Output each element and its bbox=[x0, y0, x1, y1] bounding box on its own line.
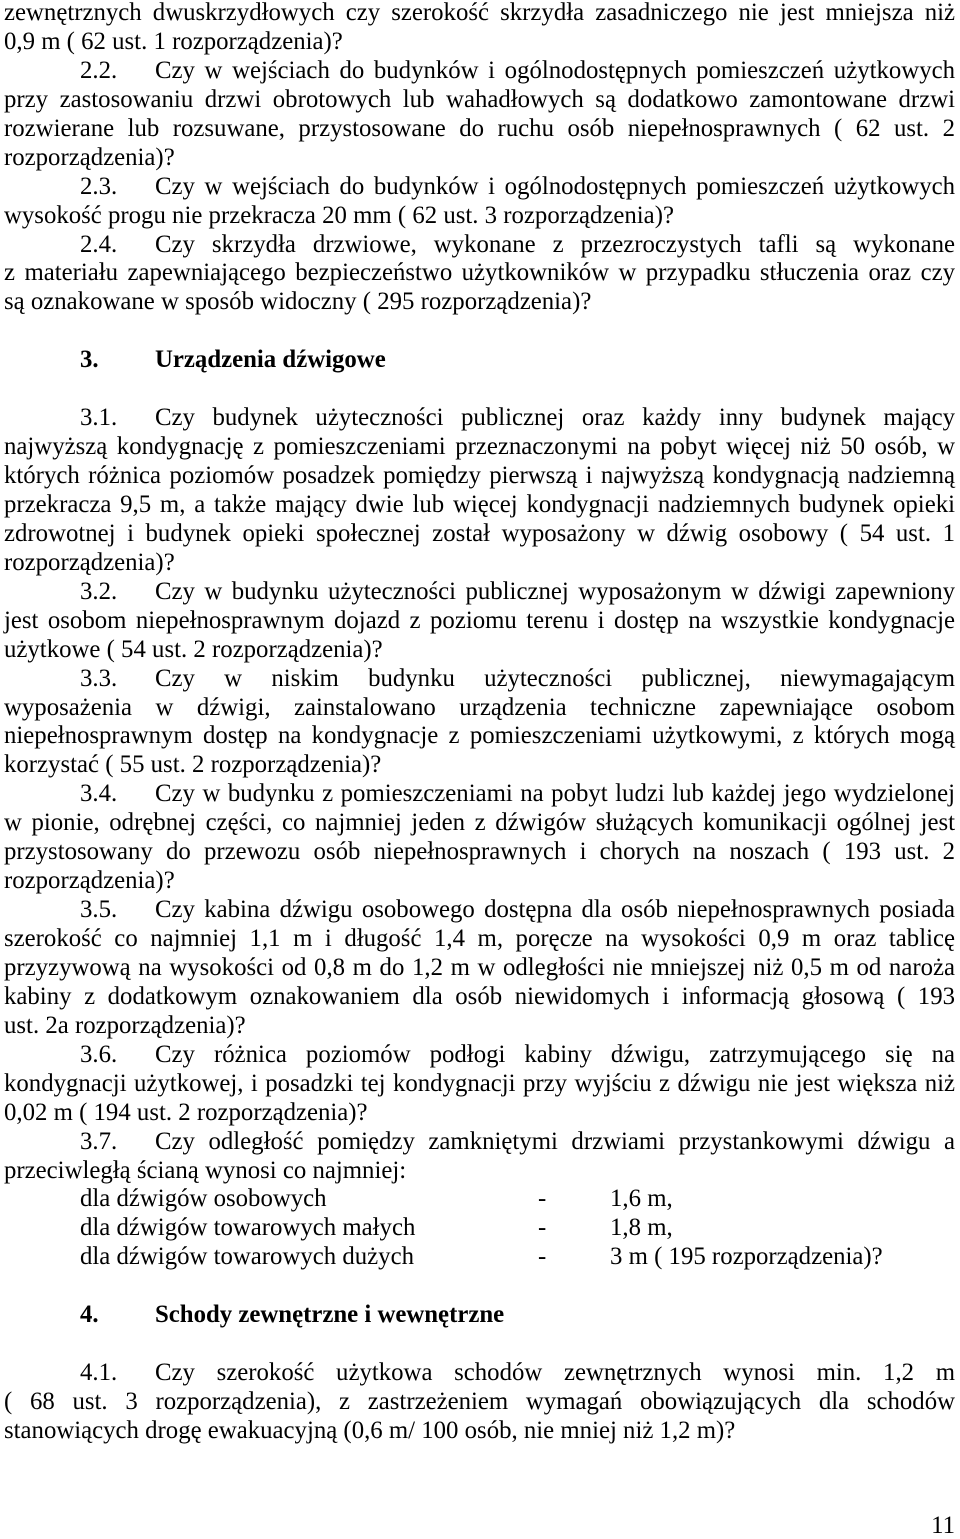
question-text-line: Czy w budynku użyteczności publicznej wyposażonym w dźwigi zapewniony bbox=[155, 577, 955, 605]
question-text-line: rozporządzenia)? bbox=[4, 143, 175, 171]
dash: - bbox=[538, 1214, 547, 1242]
section-title: Schody zewnętrzne i wewnętrzne bbox=[155, 1301, 505, 1329]
question-text-line: z materiału zapewniającego bezpieczeństwo użytkowników w przypadku stłuczenia oraz czy bbox=[4, 259, 955, 287]
question-4-1 bbox=[4, 1359, 955, 1388]
distance-value: 3 m ( 195 rozporządzenia)? bbox=[610, 1243, 883, 1271]
document-page bbox=[4, 0, 955, 1446]
lift-type-label: dla dźwigów osobowych bbox=[80, 1185, 327, 1213]
question-text-line: Czy budynek użyteczności publicznej oraz każdy inny budynek mający bbox=[155, 404, 955, 432]
question-number: 3.2. bbox=[80, 577, 118, 605]
question-text-line: przy zastosowaniu drzwi obrotowych lub wahadłowych są dodatkowo zamontowane drzwi bbox=[4, 85, 955, 113]
section-number: 4. bbox=[80, 1301, 99, 1329]
question-3-7 bbox=[4, 1128, 955, 1157]
lift-distance-row bbox=[4, 1243, 955, 1272]
blank-line bbox=[4, 375, 955, 404]
question-text-line: 0,02 m ( 194 ust. 2 rozporządzenia)? bbox=[4, 1098, 368, 1126]
question-text-line: zdrowotnej i budynek opieki społecznej został wyposażony w dźwig osobowy ( 54 ust. 1 bbox=[4, 519, 955, 547]
question-text-line: niepełnosprawnym dostęp na kondygnacje z pomieszczeniami użytkowymi, z których mogą bbox=[4, 722, 955, 750]
question-text-line: kondygnacji użytkowej, i posadzki tej kondygnacji przy wyjściu z dźwigu nie jest większa niż bbox=[4, 1069, 955, 1097]
section-heading bbox=[4, 346, 955, 375]
question-text-line: których różnica poziomów posadzek pomiędzy pierwszą i najwyższą kondygnacją nadziemną bbox=[4, 462, 955, 489]
question-text-line: przyzywową na wysokości od 0,8 m do 1,2 m w odległości nie mniejszej niż 0,5 m od naroża bbox=[4, 953, 955, 981]
distance-value: 1,8 m, bbox=[610, 1214, 673, 1242]
question-2-3 bbox=[4, 173, 955, 202]
question-text-line: Czy skrzydła drzwiowe, wykonane z przezroczystych tafli są wykonane bbox=[155, 230, 955, 258]
page-number: 11 bbox=[931, 1512, 955, 1539]
question-number: 3.7. bbox=[80, 1127, 118, 1155]
lift-distance-row bbox=[4, 1214, 955, 1243]
question-2-2 bbox=[4, 57, 955, 86]
section-number: 3. bbox=[80, 346, 99, 374]
dash: - bbox=[538, 1243, 547, 1271]
question-text-line: rozporządzenia)? bbox=[4, 548, 175, 576]
question-text-line: szerokość co najmniej 1,1 m i długość 1,4 m, poręcze na wysokości 0,9 m oraz tablicę bbox=[4, 925, 955, 952]
question-text-line: rozporządzenia)? bbox=[4, 867, 175, 895]
question-text-line: w pionie, odrębnej części, co najmniej jeden z dźwigów służących komunikacji ogólnej jest bbox=[4, 809, 955, 837]
question-text-line: jest osobom niepełnosprawnym dojazd z poziomu terenu i dostęp na wszystkie kondygnacje bbox=[4, 606, 955, 634]
question-number: 3.5. bbox=[80, 896, 118, 924]
blank-line bbox=[4, 1272, 955, 1301]
distance-value: 1,6 m, bbox=[610, 1185, 673, 1213]
text-line: 0,9 m ( 62 ust. 1 rozporządzenia)? bbox=[4, 27, 343, 55]
question-text-line: Czy odległość pomiędzy zamkniętymi drzwiami przystankowymi dźwigu a bbox=[155, 1127, 955, 1155]
question-3-6 bbox=[4, 1041, 955, 1070]
question-3-1 bbox=[4, 404, 955, 433]
question-text-line: przekracza 9,5 m, a także mający dwie lub więcej kondygnacji nadziemnych budynek opieki bbox=[4, 490, 955, 518]
question-text-line: Czy szerokość użytkowa schodów zewnętrznych wynosi min. 1,2 m bbox=[155, 1359, 955, 1387]
question-number: 3.6. bbox=[80, 1040, 118, 1068]
question-text-line: Czy różnica poziomów podłogi kabiny dźwigu, zatrzymującego się na bbox=[155, 1040, 955, 1068]
question-text-line: wyposażenia w dźwigi, zainstalowano urządzenia techniczne zapewniające osobom bbox=[4, 693, 955, 721]
question-2-4 bbox=[4, 231, 955, 260]
question-text-line: Czy w wejściach do budynków i ogólnodostępnych pomieszczeń użytkowych bbox=[155, 172, 955, 200]
dash: - bbox=[538, 1185, 547, 1213]
question-text-line: ( 68 ust. 3 rozporządzenia), z zastrzeżeniem wymagań obowiązujących dla schodów bbox=[4, 1388, 955, 1415]
blank-line bbox=[4, 1330, 955, 1359]
question-text-line: kabiny z dodatkowym oznakowaniem dla osób niewidomych i informacją głosową ( 193 bbox=[4, 982, 955, 1010]
section-title: Urządzenia dźwigowe bbox=[155, 346, 386, 374]
question-text-line: rozwierane lub rozsuwane, przystosowane do ruchu osób niepełnosprawnych ( 62 ust. 2 bbox=[4, 114, 955, 142]
question-text-line: użytkowe ( 54 ust. 2 rozporządzenia)? bbox=[4, 635, 383, 663]
question-text-line: Czy w niskim budynku użyteczności publicznej, niewymagającym bbox=[155, 664, 955, 692]
question-text-line: przystosowany do przewozu osób niepełnosprawnych i chorych na noszach ( 193 ust. 2 bbox=[4, 838, 955, 866]
question-number: 3.1. bbox=[80, 404, 118, 432]
section-heading bbox=[4, 1301, 955, 1330]
text-line: zewnętrznych dwuskrzydłowych czy szerokość skrzydła zasadniczego nie jest mniejsza niż bbox=[4, 0, 955, 26]
question-3-4 bbox=[4, 780, 955, 809]
question-number: 2.3. bbox=[80, 172, 118, 200]
question-text-line: stanowiących drogę ewakuacyjną (0,6 m/ 100 osób, nie mniej niż 1,2 m)? bbox=[4, 1416, 736, 1444]
question-text-line: ust. 2a rozporządzenia)? bbox=[4, 1011, 246, 1039]
question-3-3 bbox=[4, 665, 955, 694]
lift-distance-row bbox=[4, 1185, 955, 1214]
question-text-line: przeciwległą ścianą wynosi co najmniej: bbox=[4, 1156, 407, 1184]
question-text-line: korzystać ( 55 ust. 2 rozporządzenia)? bbox=[4, 751, 382, 779]
question-number: 4.1. bbox=[80, 1359, 118, 1387]
question-text-line: najwyższą kondygnację z pomieszczeniami przeznaczonymi na pobyt więcej niż 50 osób, w bbox=[4, 433, 955, 461]
question-number: 2.2. bbox=[80, 56, 118, 84]
question-number: 3.4. bbox=[80, 780, 118, 808]
question-number: 3.3. bbox=[80, 664, 118, 692]
question-text-line: Czy w wejściach do budynków i ogólnodostępnych pomieszczeń użytkowych bbox=[155, 56, 955, 84]
blank-line bbox=[4, 317, 955, 346]
lift-type-label: dla dźwigów towarowych dużych bbox=[80, 1243, 414, 1271]
question-text-line: Czy kabina dźwigu osobowego dostępna dla osób niepełnosprawnych posiada bbox=[155, 896, 955, 924]
question-text-line: wysokość progu nie przekracza 20 mm ( 62 ust. 3 rozporządzenia)? bbox=[4, 201, 674, 229]
question-3-5 bbox=[4, 896, 955, 925]
lift-type-label: dla dźwigów towarowych małych bbox=[80, 1214, 416, 1242]
question-3-2 bbox=[4, 578, 955, 607]
question-text-line: Czy w budynku z pomieszczeniami na pobyt ludzi lub każdej jego wydzielonej bbox=[155, 780, 955, 808]
question-text-line: są oznakowane w sposób widoczny ( 295 rozporządzenia)? bbox=[4, 288, 592, 316]
question-number: 2.4. bbox=[80, 230, 118, 258]
